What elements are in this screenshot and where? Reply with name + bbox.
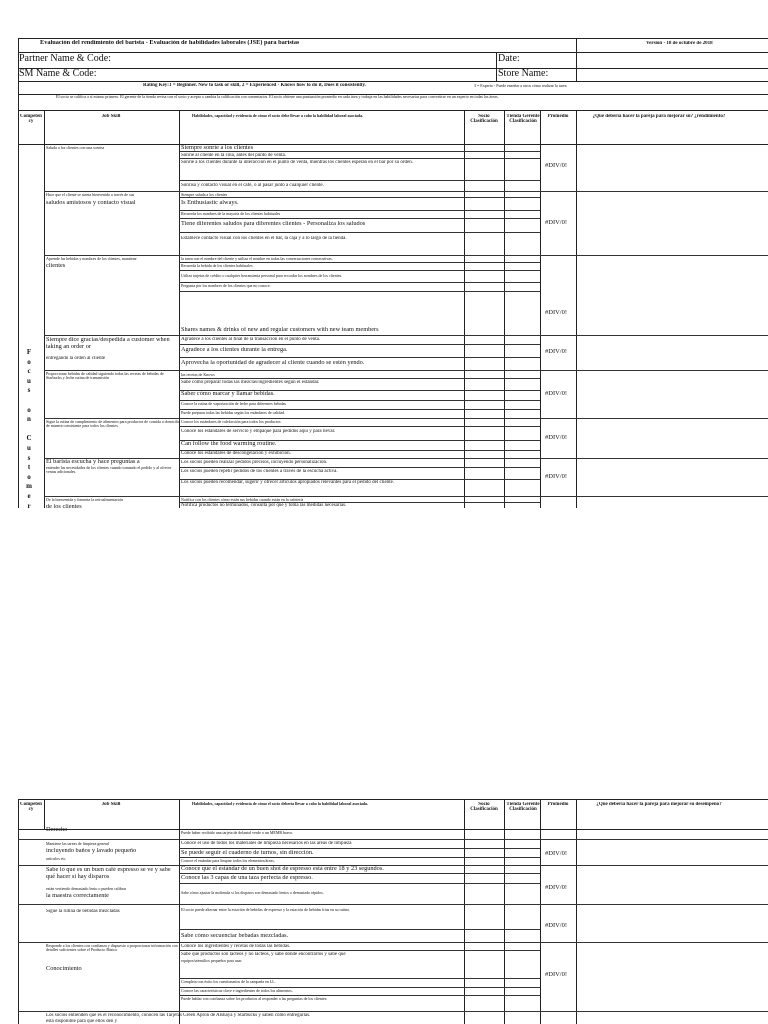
ability-knowledge-3: equipos/utensilios pequeños para usar. [181,959,243,963]
column-header-average: Promedio [547,114,569,119]
ability-3-1: la tarea con el nombre del cliente y utiliza el nombre en todas las conversaciones consecutivas. [181,257,333,261]
average-value: #DIV/0! [545,923,568,929]
column-header-average: Promedio [547,802,569,807]
ability-cleaning-1: Conoce el uso de todos los materiales de limpieza necesarios en las áreas de limpieza [181,841,352,846]
ability-espresso-2: Conoce las 3 capas de una taza perfecta de espresso. [181,875,313,881]
job-skill-recognition: Los socios entienden qué es el reconocimiento, conocen las Tarjetas Green Apron de Alshaya y Starbucks y saben cómo entregarlas. [46,1013,311,1018]
job-skill-espresso-note: están vertiendo demasiado lento o pueden calibrar [46,887,127,891]
page-title: Evaluación del rendimiento del barista - Evaluación de habilidades laborales (JSE) para baristas [40,40,300,46]
ability-1-2: Sonríe al cliente en la cola, antes del punto de venta. [181,153,286,158]
competency-focus-on-customer: F o c u s o n C u s t o m e r [26,348,32,508]
average-value: #DIV/0! [545,220,568,226]
job-skill-4: Siempre dice gracias/despedida a customer when taking an order or [46,337,170,350]
ability-5-2: Sabe cómo preparar todas las mezclas/ingredientes según el estándar. [181,380,320,385]
average-value: #DIV/0! [545,972,568,978]
ability-1-4: Sonrisa y contacto visual en el café, o al pasar junto a cualquier cliente. [181,183,324,188]
column-header-improve: ¿Qué debería hacer la pareja para mejorar su? ¿rendimiento? [592,114,726,119]
column-header-partner-rating: Socio Clasificación [470,114,498,125]
ability-cleaning-2: Se puede seguir el cuaderno de turnos, sin dirección. [181,850,314,856]
average-value: #DIV/0! [545,435,568,441]
ability-cleaning-3: Conoce el estándar para limpiar todos los elementos/áreas. [181,859,275,863]
average-value: #DIV/0! [545,163,568,169]
job-skill-espresso: Sabe lo que es un buen café espresso se ve y sabe qué hacer si hay disparos [46,867,171,880]
job-skill-8: de los clientes [46,504,82,508]
ability-4-1: Agradece a los clientes al final de la transacción en el punto de venta. [181,337,321,342]
ability-5-1: las recetas de Knows [181,373,215,377]
average-value: #DIV/0! [545,474,568,480]
column-header-job-skill: Job Skill [101,114,121,119]
store-name-label: Store Name: [498,69,549,79]
ability-2-4: Tiene diferentes saludos para diferentes clientes - Personaliza los saludos [181,221,366,227]
column-header-improve: ¿Qué debería hacer la pareja para mejorar su desempeño? [596,802,722,807]
ability-6-3: Can follow the food warming routine. [181,441,277,447]
ability-3-2: Recuerda la bebida de los clientes habituales [181,264,253,268]
average-value: #DIV/0! [545,391,568,397]
job-skill-2: saludos amistosos y contacto visual [46,200,136,206]
ability-espresso-1: Conoce que el estándar de un buen shot de espresso está entre 18 y 23 segundos. [181,866,384,872]
rating-key-expert: 3 = Experto - Puede enseñar a otros cómo realizar la tarea [474,84,567,88]
column-header-partner-rating: Socio Clasificación [470,802,498,813]
evaluation-sheet-page-1 [18,38,768,508]
ability-6-4: Conoce los estándares de descongelación y exhibición. [181,451,291,456]
average-value: #DIV/0! [545,885,568,891]
column-header-store-rating: Tienda Gerente Clasificación [506,802,540,813]
column-header-store-rating: Tienda Gerente Clasificación [506,114,540,125]
ability-4-2: Agradece a los clientes durante la entrega. [181,347,288,353]
ability-knowledge-2: Sabe qué productos son lácteos y no lácteos, y sabe dónde encontrarlos y sabe qué [181,952,346,957]
partner-name-label: Partner Name & Code: [19,54,111,64]
ability-derecho-1: Puede haber recibido una tarjeta de delantal verde o un MEMR bravo. [181,831,294,835]
ability-5-5: Puede preparar todas las bebidas según los estándares de calidad. [181,411,286,415]
ability-knowledge-4: Completa con éxito los cuestionarios de la campaña en LL. [181,980,276,984]
job-skill-4-note: entregando la orden al cliente [46,356,106,361]
ability-2-5: Establece contacto visual con los clientes en el bar, la caja y a lo largo de la tienda. [181,236,347,241]
column-header-abilities: Habilidades, capacidad y evidencia de cómo el socio debe llevar a cabo la habilidad laboral asociada. [192,114,364,118]
ability-6-2: Conoce los estándares de servicio y empaque para pedidos aquí y para llevar. [181,429,336,434]
ability-2-2: Is Enthusiastic always. [181,200,239,206]
job-skill-8-note: De la bienvenida y fomenta la retroalimentación [46,498,124,502]
job-skill-3: clientes [46,263,66,269]
job-skill-7-note: entender las necesidades de los clientes cuando tomando el pedido y al ofrecer ventas adicionales. [46,466,172,475]
ability-1-1: Siempre sonríe a los clientes [181,145,254,151]
average-value: #DIV/0! [545,349,568,355]
ability-blended-2: Sabe cómo secuenciar bebadas mezcladas. [181,933,289,939]
job-skill-espresso-2: la maestra correctamente [46,893,109,899]
version-label: Versión - 18 de octubre de 2018 [646,41,713,46]
ability-knowledge-5: Conoce las características clave e ingredientes de todos los alimentos. [181,989,293,993]
ability-2-3: Recuerda los nombres de la mayoría de los clientes habituales [181,212,281,216]
column-header-competency: Competen cy [20,802,42,813]
average-value: #DIV/0! [545,310,568,316]
average-value: #DIV/0! [545,851,568,857]
ability-knowledge-6: Puede hablar con confianza sobre los productos al responder a las preguntas de los clientes. [181,997,328,1001]
job-skill-derecho: Derecho [46,827,68,833]
ability-3-5: Shares names & drinks of new and regular customers with new team members [181,327,379,333]
ability-5-4: Conoce la rutina de vaporización de leche para diferentes bebidas [181,402,286,406]
ability-6-1: Conoce los estándares de calefacción para todos los productos [181,420,281,424]
ability-8-1: Notifica con los clientes cómo están sus bebidas cuando están en la cafetería [181,498,304,502]
ability-5-3: Saber cómo marcar y llamar bebidas. [181,391,275,397]
job-skill-cleaning-note: Mantiene las tareas de limpieza general [46,842,110,846]
ability-3-4: Pregunta por los nombres de los clientes que no conoce. [181,284,271,288]
job-skill-6: Sigue la rutina de cumplimiento de alimentos para productos de comida a domicilio de manera consistente para todos los clientes [46,420,180,429]
job-skill-7: El barista escucha y hace preguntas a [46,459,140,465]
evaluation-sheet-page-2 [18,799,768,1024]
job-skill-cleaning: incluyendo baños y lavado pequeño [46,848,137,854]
ability-espresso-3: Sabe cómo ajustar la molienda si los disparos son demasiado lentos o demasiado rápidos. [181,891,324,895]
job-skill-recognition-note: está disponible para que ellos den y [46,1019,118,1024]
ability-8-2: Notifica productos no terminados, consulta por qué y toma las medidas necesarias. [181,503,347,508]
ability-7-3: Los socios pueden recomendar, sugerir y ofrecer artículos apropiados relevantes para el pedido del cliente. [181,480,395,485]
column-header-job-skill: Job Skill [101,802,121,807]
job-skill-knowledge: Conocimiento [46,966,82,972]
ability-blended-1: El socio puede alternar entre la estación de bebidas de espresso y la estación de bebidas frías en su rutina. [181,908,350,912]
ability-3-3: Utiliza tarjetas de crédito o cualquier herramienta personal para recordar los nombres de los clientes. [181,274,343,278]
ability-7-1: Los socios pueden realizar pedidos precisos, incluyendo personalización. [181,460,328,465]
rating-key: Rating Key:1 = Beginner. New to task or skill, 2 = Experienced - Knows how to do it, Does it consistently. [143,83,366,88]
ability-knowledge-1: Conoce los ingredientes y recetas de todas las bebidas. [181,944,291,949]
job-skill-5: Proporcionar bebidas de calidad siguiendo todas las recetas de bebidas de Starbucks y leche rutina de transmisión [46,372,164,381]
sm-name-label: SM Name & Code: [19,69,97,79]
job-skill-cleaning-note-2: artículos etc. [46,857,67,861]
job-skill-knowledge-note: Responde a los clientes con confianza y dispuesto a proporcionar información con detalles suficientes sobre el Producto Básico [46,944,178,953]
job-skill-3-note: Aprende las bebidas y nombres de los clientes, mantiene [46,257,137,261]
column-header-abilities: Habilidades, capacidad y evidencia de cómo el socio debería llevar a cabo la habilidad laboral asociada. [192,802,369,806]
instructions-text: El socio se califica a sí mismo primero. El gerente de la tienda revisa con el socio y acepta o cambia la calificación con comentarios. El socio obtiene una puntuación promedio en cada área y trabaja en las habilidades necesarias para convertirse en un experto en todas las áreas. [56,95,499,99]
ability-4-3: Aprovecha la oportunidad de agradecer al cliente cuando se estén yendo. [181,360,365,366]
ability-7-2: Los socios pueden repetir pedidos de los clientes a través de la escucha activa. [181,469,338,474]
date-label: Date: [498,54,520,64]
ability-1-3: Sonríe a los clientes durante la interacción en el punto de venta, mientras los clientes esperan en el bar por su orden. [181,160,414,165]
column-header-competency: Competen cy [20,114,42,125]
ability-2-1: Siempre saluda a los clientes [181,193,228,197]
job-skill-1: Saluda a los clientes con una sonrisa [46,146,105,150]
job-skill-2-note: Hace que el cliente se sienta bienvenido a través de sus [46,193,135,197]
job-skill-blended: Sigue la rutina de bebidas mezcladas [46,909,120,914]
